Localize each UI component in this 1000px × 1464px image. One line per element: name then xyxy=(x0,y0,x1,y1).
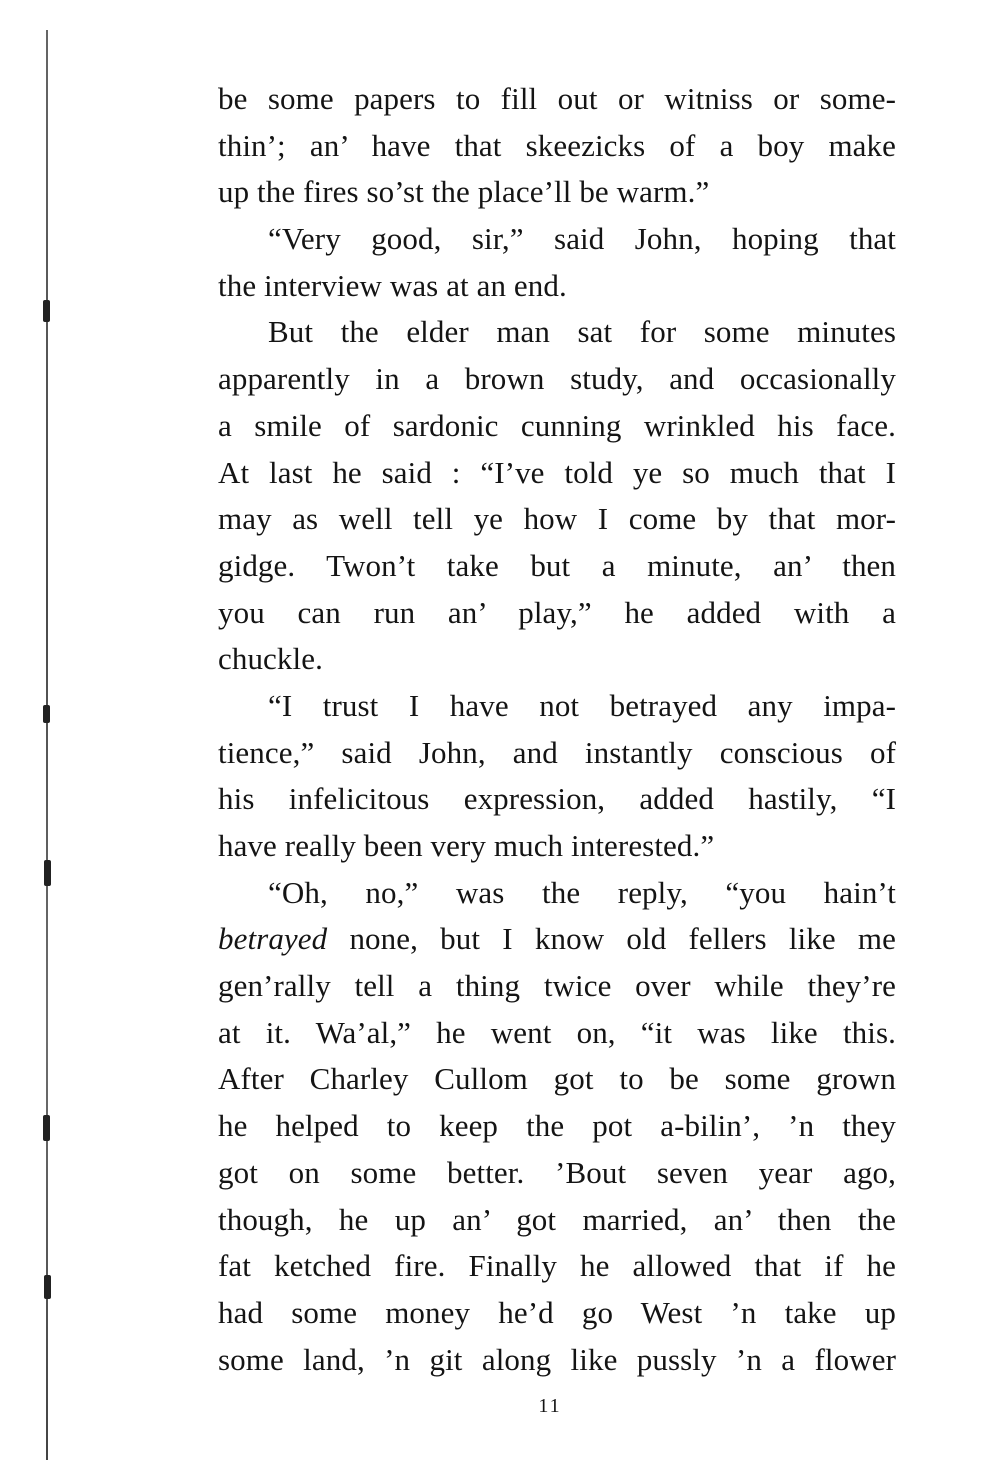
binding-mark xyxy=(43,705,50,723)
text-line-6: But the elder man sat for some minutes xyxy=(268,314,896,350)
italic-word: betrayed xyxy=(218,921,328,957)
binding-mark xyxy=(43,300,50,322)
text-line-17: have really been very much interested.” xyxy=(218,828,715,863)
text-line-23: he helped to keep the pot a-bilin’, ’n they xyxy=(218,1108,896,1144)
text-line-10: may as well tell ye how I come by that mor- xyxy=(218,501,896,537)
text-line-18: “Oh, no,” was the reply, “you hain’t xyxy=(268,874,896,910)
text-line-1: be some papers to fill out or witniss or some- xyxy=(218,81,896,116)
text-line-21: at it. Wa’al,” he went on, “it was like this. xyxy=(218,1014,896,1050)
binding-mark xyxy=(44,1275,51,1299)
text-line-15: tience,” said John, and instantly conscious of xyxy=(218,734,896,770)
text-line-4: “Very good, sir,” said John, hoping that xyxy=(268,221,896,257)
binding-mark xyxy=(43,1115,50,1141)
page-binding-edge xyxy=(46,30,48,1460)
text-line-22: After Charley Cullom got to be some grown xyxy=(218,1061,896,1097)
text-line-24: got on some better. ’Bout seven year ago, xyxy=(218,1154,896,1190)
text-line-27: had some money he’d go West ’n take up xyxy=(218,1294,896,1330)
text-line-7: apparently in a brown study, and occasionally xyxy=(218,361,896,397)
text-line-13: chuckle. xyxy=(218,641,323,677)
text-line-9: At last he said : “I’ve told ye so much that I xyxy=(218,454,896,490)
text-line-28: some land, ’n git along like pussly ’n a flower xyxy=(218,1341,896,1377)
text-line-2: thin’; an’ have that skeezicks of a boy make xyxy=(218,127,896,163)
text-line-25: though, he up an’ got married, an’ then the xyxy=(218,1201,896,1237)
page-text-block xyxy=(218,76,896,1383)
text-line-19 xyxy=(218,916,896,963)
text-line-26: fat ketched fire. Finally he allowed that if he xyxy=(218,1248,896,1284)
page-number: 11 xyxy=(538,1395,562,1417)
text-line-14: “I trust I have not betrayed any impa- xyxy=(268,687,896,723)
text-line-8: a smile of sardonic cunning wrinkled his face. xyxy=(218,407,896,443)
text-line-11: gidge. Twon’t take but a minute, an’ then xyxy=(218,547,896,583)
text-line-3: up the fires so’st the place’ll be warm.” xyxy=(218,174,710,210)
text-line-12: you can run an’ play,” he added with a xyxy=(218,594,896,630)
text-line-16: his infelicitous expression, added hastily, “I xyxy=(218,781,896,817)
text-line-5: the interview was at an end. xyxy=(218,267,567,303)
text-line-20: gen’rally tell a thing twice over while they’re xyxy=(218,968,896,1004)
text-line-19-rest: none, but I know old fellers like me xyxy=(327,921,896,957)
binding-mark xyxy=(44,860,51,886)
